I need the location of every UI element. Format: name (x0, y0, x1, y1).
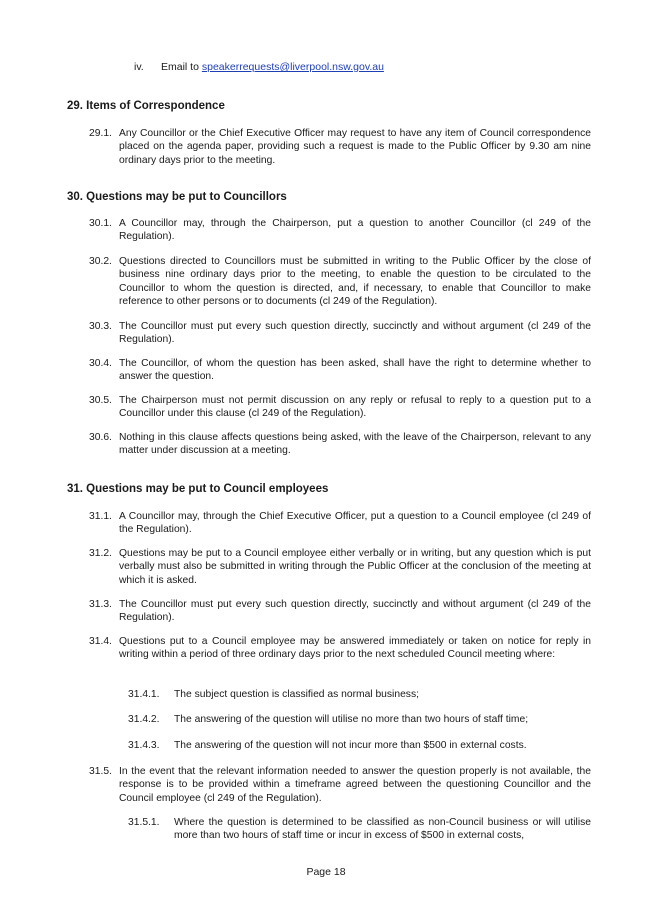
subclause-number: 31.4.2. (128, 714, 160, 725)
clause-number: 30.5. (89, 395, 112, 406)
clause-30-2 (89, 255, 591, 309)
clause-text: In the event that the relevant information needed to answer the question properly is not available, the response is to be provided within a timeframe agreed between the questioning Councillor and the Council employee (cl 249 of the Regulation). (119, 766, 591, 804)
clause-number: 30.1. (89, 218, 112, 229)
subclause-number: 31.4.1. (128, 689, 160, 700)
clause-number: 31.3. (89, 599, 112, 610)
clause-number: 31.4. (89, 636, 112, 647)
clause-number: 30.4. (89, 358, 112, 369)
roman-numeral: iv. (134, 61, 144, 73)
clause-30-5 (89, 394, 591, 421)
clause-number: 30.6. (89, 432, 112, 443)
section-29-heading: 29. Items of Correspondence (67, 100, 225, 112)
clause-text: The Councillor, of whom the question has been asked, shall have the right to determine whether to answer the question. (119, 358, 591, 383)
email-prefix: Email to (161, 61, 199, 73)
clause-31-4 (89, 635, 591, 662)
clause-number: 31.2. (89, 548, 112, 559)
clause-31-4-2 (128, 713, 591, 726)
clause-text: Any Councillor or the Chief Executive Officer may request to have any item of Council correspondence placed on the agenda paper, providing such a request is made to the Public Officer by 9.30 am nine ordinary days prior to the meeting. (119, 128, 591, 166)
clause-30-1 (89, 217, 591, 244)
clause-text: A Councillor may, through the Chairperson, put a question to another Councillor (cl 249 of the Regulation). (119, 218, 591, 243)
clause-text: The Councillor must put every such question directly, succinctly and without argument (cl 249 of the Regulation). (119, 321, 591, 346)
clause-30-4 (89, 357, 591, 384)
clause-text: Questions put to a Council employee may be answered immediately or taken on notice for reply in writing within a period of three ordinary days prior to the next scheduled Council meeting where: (119, 636, 591, 661)
clause-text: The Councillor must put every such question directly, succinctly and without argument (cl 249 of the Regulation). (119, 599, 591, 624)
clause-number: 29.1. (89, 128, 112, 139)
clause-31-2 (89, 547, 591, 587)
clause-31-1 (89, 510, 591, 537)
clause-31-5 (89, 765, 591, 805)
clause-31-5-1 (128, 816, 591, 843)
clause-number: 30.2. (89, 256, 112, 267)
clause-number: 31.1. (89, 511, 112, 522)
clause-text: A Councillor may, through the Chief Executive Officer, put a question to a Council employee (cl 249 of the Regulation). (119, 511, 591, 536)
subclause-text: Where the question is determined to be classified as non-Council business or will utilise more than two hours of staff time or incur in excess of $500 in external costs, (174, 817, 591, 842)
clause-30-6 (89, 431, 591, 458)
section-31-heading: 31. Questions may be put to Council employees (67, 483, 329, 495)
clause-number: 31.5. (89, 766, 112, 777)
clause-text: The Chairperson must not permit discussion on any reply or refusal to reply to a question put to a Councillor under this clause (cl 249 of the Regulation). (119, 395, 591, 420)
section-30-heading: 30. Questions may be put to Councillors (67, 191, 287, 203)
clause-31-4-1 (128, 688, 591, 701)
subclause-number: 31.5.1. (128, 817, 160, 828)
subclause-number: 31.4.3. (128, 740, 160, 751)
clause-text: Questions may be put to a Council employee either verbally or in writing, but any question which is put verbally must also be submitted in writing through the Public Officer at the conclusion of the meeting at which it is asked. (119, 548, 591, 586)
clause-29-1 (89, 127, 591, 167)
clause-number: 30.3. (89, 321, 112, 332)
clause-31-3 (89, 598, 591, 625)
clause-30-3 (89, 320, 591, 347)
clause-text: Nothing in this clause affects questions being asked, with the leave of the Chairperson, relevant to any matter under discussion at a meeting. (119, 432, 591, 457)
speaker-requests-email-link[interactable]: speakerrequests@liverpool.nsw.gov.au (201, 61, 384, 73)
subclause-text: The answering of the question will not incur more than $500 in external costs. (174, 740, 527, 751)
clause-31-4-3 (128, 739, 591, 752)
subclause-text: The answering of the question will utilise no more than two hours of staff time; (174, 714, 529, 725)
subclause-text: The subject question is classified as normal business; (174, 689, 419, 700)
clause-text: Questions directed to Councillors must be submitted in writing to the Public Officer by the close of business nine ordinary days prior to the meeting, to enable the question to be circulated to the Councillor to whom the question is directed, and, if necessary, to enable that Councillor to make reference to other persons or to documents (cl 249 of the Regulation). (119, 256, 591, 308)
page-number: Page 18 (306, 866, 346, 878)
